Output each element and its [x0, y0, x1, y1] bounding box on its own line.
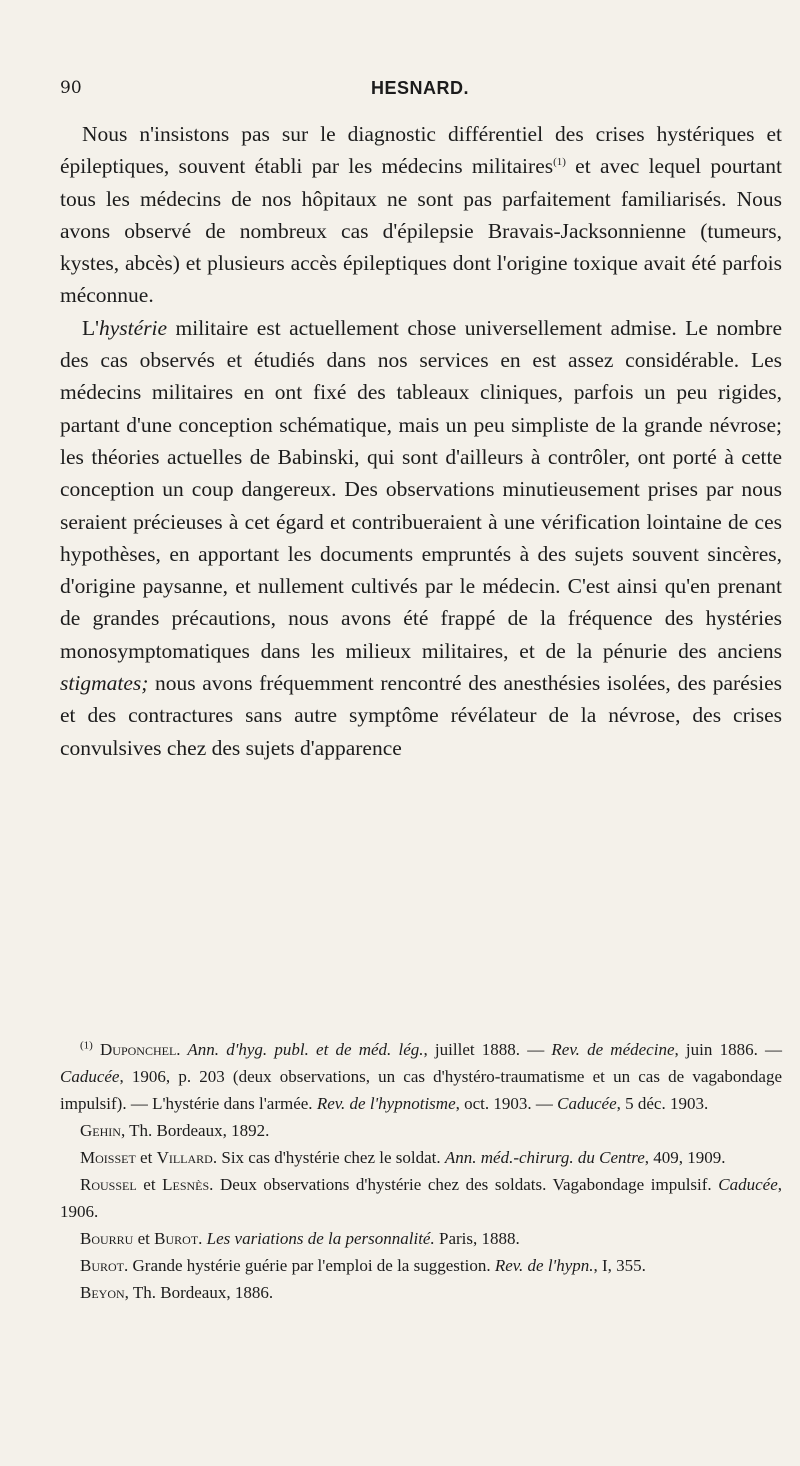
footnote-4: Roussel et Lesnès. Deux observations d'hystérie chez des soldats. Vagabondage impulsif. Caducée, 1906.	[60, 1175, 782, 1221]
footnote-2: Gehin, Th. Bordeaux, 1892.	[80, 1121, 270, 1140]
main-text	[60, 118, 782, 764]
footnote-5: Bourru et Burot. Les variations de la personnalité. Paris, 1888.	[80, 1229, 520, 1248]
footnote-6: Burot. Grande hystérie guérie par l'emploi de la suggestion. Rev. de l'hypn., I, 355.	[80, 1256, 646, 1275]
page-header	[60, 78, 780, 108]
running-head: HESNARD.	[370, 78, 469, 98]
footnotes	[60, 1036, 782, 1306]
paragraph-1: Nous n'insistons pas sur le diagnostic différentiel des crises hystériques et épileptiques, souvent établi par les médecins militaires$^{(1)}$ et avec lequel pourtant tous les médecins de nos hôpitaux ne sont pas parfaitement familiarisés. Nous avons observé de nombreux cas d'épilepsie Bravais-Jacksonnienne (tumeurs, kystes, abcès) et plusieurs accès épileptiques dont l'origine toxique avait été parfois méconnue.	[60, 122, 782, 308]
footnote-3: Moisset et Villard. Six cas d'hystérie chez le soldat. Ann. méd.-chirurg. du Centre, 409, 1909.	[80, 1148, 726, 1167]
paragraph-2: L'hystérie militaire est actuellement chose universellement admise. Le nombre des cas observés et étudiés dans nos services en est assez considérable. Les médecins militaires en ont fixé des tableaux cliniques, parfois un peu rigides, partant d'une conception schématique, mais un peu simpliste de la grande névrose; les théories actuelles de Babinski, qui sont d'ailleurs à contrôler, ont porté à cette conception un coup dangereux. Des observations minutieusement prises par nous seraient précieuses à cet égard et contribueraient à une vérification lointaine de ces hypothèses, en apportant les documents empruntés à des sujets souvent sincères, d'origine paysanne, et nullement cultivés par le médecin. C'est ainsi qu'en prenant de grandes précautions, nous avons été frappé de la fréquence des hystéries monosymptomatiques dans les milieux militaires, et de la pénurie des anciens stigmates; nous avons fréquemment rencontré des anesthésies isolées, des parésies et des contractures sans autre symptôme révélateur de la névrose, des crises convulsives chez des sujets d'apparence	[60, 315, 782, 760]
page-number: 90	[60, 78, 82, 98]
footnote-7: Beyon, Th. Bordeaux, 1886.	[80, 1283, 274, 1302]
footnote-reference: (1)	[553, 156, 566, 169]
footnote-1: $^{(1)}$ Duponchel. Ann. d'hyg. publ. et de méd. lég., juillet 1888. — Rev. de médecine, juin 1886. — Caducée, 1906, p. 203 (deux observations, un cas d'hystéro-traumatisme et un cas de vagabondage impulsif). — L'hystérie dans l'armée. Rev. de l'hypnotisme, oct. 1903. — Caducée, 5 déc. 1903.	[60, 1039, 783, 1113]
